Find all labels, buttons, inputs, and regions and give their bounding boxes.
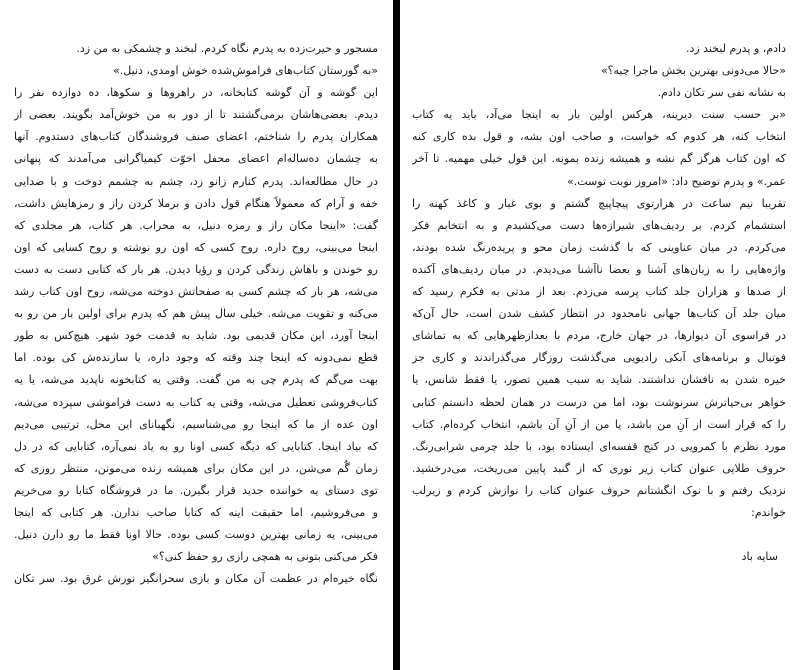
left-page-line: زمان گُم می‌شن، در این مکان برای همیشه زنده می‌مونن، منتظر روزی که [14,461,378,475]
page-gutter [393,0,400,670]
right-page [400,0,800,670]
left-page [0,0,393,670]
left-page-line: نگاه خیره‌ام در عظمت آن مکان و بازی سحرانگیز نورش غرق بود. سر تکان [14,572,378,586]
right-page-line: واژه‌هایی را به زبان‌های آشنا و بعضا ناآشنا می‌دیدم. در میان ردیف‌های آکنده [412,262,786,276]
right-page-line: انتخاب کنه، هر کدوم که خواست، و صاحب اون بشه، و قول بده کاری کنه [412,130,786,144]
right-page-line: به نشانه نفی سر تکان دادم. [657,86,786,100]
left-page-line: «به گورستان کتاب‌های فراموش‌شده خوش اومدی، دنیل.» [113,64,378,78]
right-page-line: میان جلد آن کتاب‌ها جهانی نامحدود در انتظار کشف شدن است، حال آن‌که [412,307,786,321]
left-page-line: همکاران پدرم را شناختم، اعضای صنف فروشندگان کتاب‌های دستدوم. آنها [14,130,378,144]
book-title-signature: سایه باد [741,550,778,564]
right-page-line: خیره شدن به نافشان نداشتند. شاید به سبب همین تصور، یا فقط شانس، یا [412,373,786,387]
right-page-text [412,38,786,524]
right-page-line: که اون کتاب هرگز گم نشه و همیشه زنده بمونه. این قول خیلی مهمیه. تا آخر [412,152,786,166]
left-page-line: رو خوندن و باهاش زندگی کردن و رؤیا دیدن. هر بار که کتابی دست به دست [14,262,378,276]
left-page-line: در حال مطالعه‌اند. پدرم کنارم زانو زد، چشم به چشمم دوخت و با صدایی [14,174,378,188]
left-page-line: دیدم. بعضی‌هاشان برمی‌گشتند تا از دور به من خوش‌آمد بگویند. بعضی از [14,108,378,122]
left-page-line: این گوشه و آن گوشه کتابخانه، در راهروها و سکوها، ده دوازده نفر را [14,86,378,100]
left-page-text [14,38,378,590]
right-page-line: خواندم: [751,505,786,519]
right-page-line: نزدیک رفتم و با نوک انگشتانم حروف عنوان کتاب را نوازش کردم و زیرلب [412,483,786,497]
left-page-line: گفت: «اینجا مکان راز و رمزه دنیل، به محراب. هر کتاب، هر مجلدی که [14,218,378,232]
right-page-line: عمر.» و پدرم توضیح داد: «امروز نوبت توست.» [567,174,786,188]
left-page-line: می‌شه، هر بار که چشم کسی به صفحاتش دوخته می‌شه، روح اون کتاب رشد [14,285,378,299]
right-page-line: خواهر بی‌حیاترش سرنوشت بود، اما من درست در همان لحظه دانستم کتابی [412,395,786,409]
right-page-line: استشمام کردم. بر ردیف‌های شیرازه‌ها دست می‌کشیدم و به انتخابم فکر [412,218,786,232]
left-page-line: اون عده از ما که اینجا رو می‌شناسیم، نگهبانای این محل، ترتیبی می‌دیم [14,417,378,431]
left-page-line: می‌کنه و تقویت می‌شه. خیلی سال پیش هم که پدرم برای اولین بار من رو به [14,307,378,321]
right-page-line: «حالا می‌دونی بهترین بخش ماجرا چیه؟» [600,64,786,78]
left-page-line: مسحور و حیرت‌زده به پدرم نگاه کردم. لبخند و چشمکی به من زد. [76,42,378,55]
left-page-line: می‌بینی، یه زمانی بهترین دوست کسی بوده. حالا اونا فقط ما رو دارن دنیل. [14,528,378,542]
right-page-line: «بر حسب سنت دیرینه، هرکس اولین بار به اینجا می‌آد، باید یه کتاب [412,108,786,122]
left-page-line: توی دستای یه خواننده جدید قرار بگیرن. ما در فروشگاه کتابا رو می‌خریم [14,483,378,497]
left-page-line: بهت می‌گم که پدرم چی به من گفت. وقتی یه کتابخونه ناپدید می‌شه، یا یه [14,373,378,387]
right-page-line: از صدها و هزاران جلد کتاب پرسه می‌زدم. بعد از مدتی به فکرم رسید که [412,285,786,299]
right-page-line: تقریبا نیم ساعت در هزارتوی پیچاپیچ گشتم و بوی غبار و کاغذ کهنه را [412,196,786,210]
right-page-line: در فراسوی آن دیوارها، در جهان خارج، مردم با بعدازظهرهایی که به تماشای [412,329,786,343]
right-page-line: فوتبال و برنامه‌های آبکی رادیویی می‌گذشت روزگار می‌گذراندند و کاری جز [412,351,786,365]
left-page-line: کتاب‌فروشی تعطیل می‌شه، وقتی یه کتاب به دست فراموشی سپرده می‌شه، [14,395,378,409]
right-page-line: مورد نظرم با کمرویی در کنج قفسه‌ای ایستاده بود، با جلد چرمی شرابی‌رنگ. [412,439,786,453]
left-page-line: فکر می‌کنی بتونی به همچی رازی رو حفظ کنی؟» [152,550,378,564]
left-page-line: اینجا آورد، این مکان قدیمی بود. شاید به قدمت خود شهر. هیچ‌کس به طور [14,329,378,343]
left-page-line: که بیاد اینجا. کتابایی که دیگه کسی اونا رو به یاد نمی‌آره، کتابایی که در دل [14,439,378,453]
left-page-line: خفه و آرام که معمولاً هنگام قول دادن و برملا کردن راز و رمزهایش داشت، [14,196,378,210]
left-page-line: به چشمان ده‌ساله‌ام اعضای محفل اخوّت کیمیاگرانی می‌آمدند که پنهانی [14,152,378,166]
left-page-line: اینجا می‌بینی، روح داره. روح کسی که اون رو نوشته و روح کسایی که اون [14,240,378,254]
right-page-line: را که قرار است از آنِ من باشد، یا من از آنِ آن باشم، انتخاب کرده‌ام. کتاب [412,417,786,431]
right-page-line: می‌کردم. در میان عناوینی که با گذشت زمان محو و پریده‌رنگ شده بودند، [412,240,786,254]
left-page-line: و می‌فروشیم، اما حقیقت اینه که کتابا صاحب ندارن. هر کتابی که اینجا [14,505,378,519]
left-page-line: قطع نمی‌دونه که اینجا چند وقته که وجود داره، یا سازنده‌ش کی بوده. اما [14,351,378,365]
right-page-line: دادم، و پدرم لبخند زد. [685,42,786,55]
right-page-line: حروف طلایی عنوان کتاب زیر نوری که از گنبد پایین می‌ریخت، می‌درخشید. [412,461,786,475]
